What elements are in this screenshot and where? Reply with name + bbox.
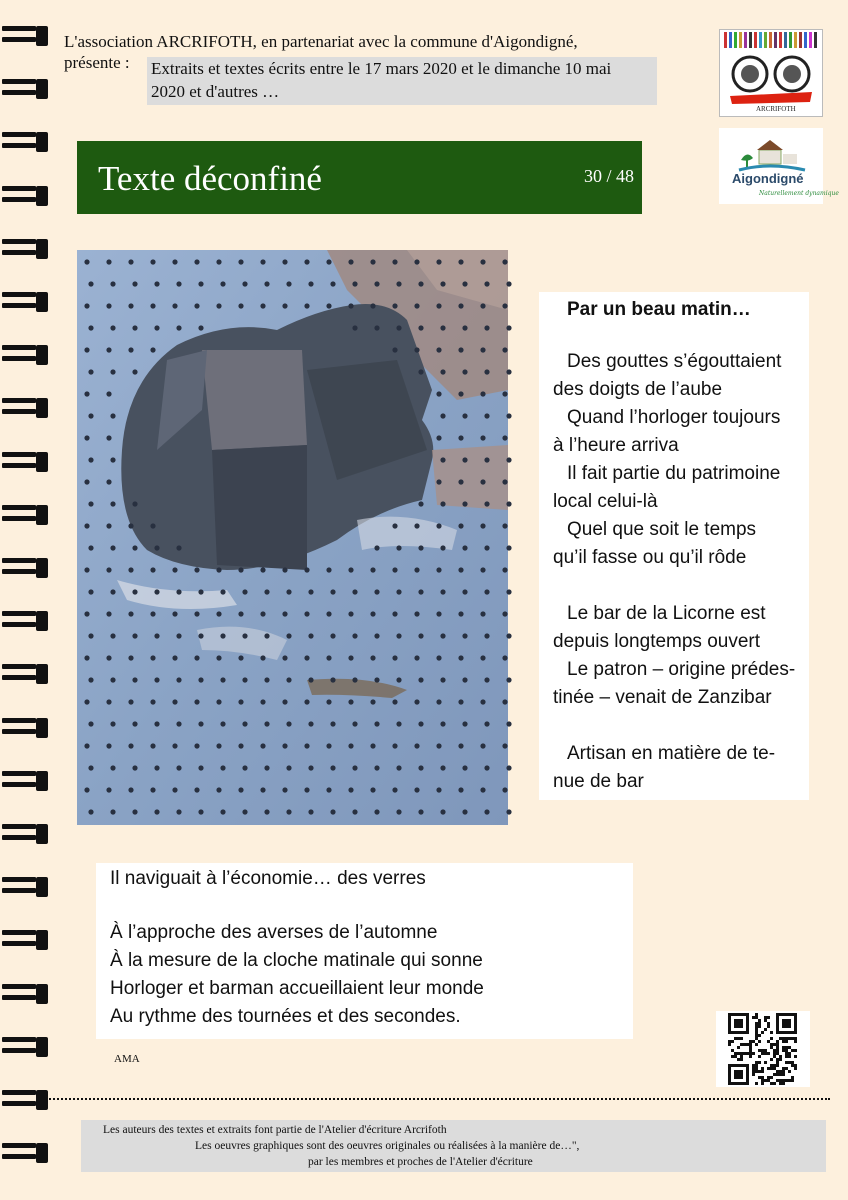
subtitle-line: Extraits et textes écrits entre le 17 mars 2020 et le dimanche 10 mai bbox=[151, 59, 612, 78]
poem-line: des doigts de l’aube bbox=[553, 379, 723, 400]
footer-divider bbox=[46, 1098, 830, 1100]
author-signature: AMA bbox=[114, 1053, 140, 1065]
poem-line: Quand l’horloger toujours bbox=[567, 407, 781, 428]
spiral-binding bbox=[0, 0, 60, 1200]
poem-box bbox=[539, 292, 809, 800]
poem-title: Par un beau matin… bbox=[567, 299, 751, 320]
poem-continuation-box bbox=[96, 863, 633, 1039]
poem-line: depuis longtemps ouvert bbox=[553, 631, 761, 652]
binding-ring bbox=[2, 452, 50, 472]
poem-line: Il naviguait à l’économie… des verres bbox=[110, 868, 426, 889]
binding-ring bbox=[2, 1143, 50, 1163]
binding-ring bbox=[2, 26, 50, 46]
poem-line: Horloger et barman accueillaient leur monde bbox=[110, 978, 484, 999]
binding-ring bbox=[2, 398, 50, 418]
poem-line: À l’approche des averses de l’automne bbox=[110, 922, 438, 943]
poem-line: local celui-là bbox=[553, 491, 658, 512]
binding-ring bbox=[2, 79, 50, 99]
binding-ring bbox=[2, 664, 50, 684]
footer-line: par les membres et proches de l'Atelier d'écriture bbox=[308, 1156, 533, 1168]
poem-line: Au rythme des tournées et des secondes. bbox=[110, 1006, 461, 1027]
footer-line: Les oeuvres graphiques sont des oeuvres originales ou réalisées à la manière de…", bbox=[195, 1140, 580, 1152]
intro-presents: présente : bbox=[64, 53, 130, 72]
title-bar bbox=[77, 141, 642, 214]
poem-line: qu’il fasse ou qu’il rôde bbox=[553, 547, 747, 568]
aigondigne-logo-text: Aigondigné bbox=[732, 171, 804, 186]
aigondigne-tagline: Naturellement dynamique bbox=[759, 190, 839, 197]
poem-line: Le bar de la Licorne est bbox=[567, 603, 766, 624]
binding-ring bbox=[2, 984, 50, 1004]
binding-ring bbox=[2, 1090, 50, 1110]
poem-line: Il fait partie du patrimoine bbox=[567, 463, 781, 484]
subtitle-box bbox=[147, 57, 657, 105]
qr-code-icon bbox=[716, 1011, 810, 1087]
subtitle-line: 2020 et d'autres … bbox=[151, 82, 280, 101]
binding-ring bbox=[2, 611, 50, 631]
arcrifoth-logo-text: ARCRIFOTH bbox=[756, 105, 796, 113]
binding-ring bbox=[2, 824, 50, 844]
perforated-board-photo bbox=[77, 250, 508, 825]
binding-ring bbox=[2, 186, 50, 206]
binding-ring bbox=[2, 771, 50, 791]
binding-ring bbox=[2, 239, 50, 259]
poem-line: tinée – venait de Zanzibar bbox=[553, 687, 772, 708]
poem-line: À la mesure de la cloche matinale qui sonne bbox=[110, 950, 483, 971]
binding-ring bbox=[2, 1037, 50, 1057]
poem-line: Le patron – origine prédes- bbox=[567, 659, 796, 680]
page-number: 30 / 48 bbox=[583, 166, 634, 186]
intro-line: L'association ARCRIFOTH, en partenariat avec la commune d'Aigondigné, bbox=[64, 32, 578, 51]
page-title: Texte déconfiné bbox=[98, 159, 322, 198]
poem-line: Des gouttes s’égouttaient bbox=[567, 351, 782, 372]
binding-ring bbox=[2, 292, 50, 312]
binding-ring bbox=[2, 718, 50, 738]
poem-line: Artisan en matière de te- bbox=[567, 743, 776, 764]
poem-line: Quel que soit le temps bbox=[567, 519, 757, 540]
footer-box bbox=[81, 1120, 826, 1172]
binding-ring bbox=[2, 930, 50, 950]
binding-ring bbox=[2, 132, 50, 152]
poem-line: nue de bar bbox=[553, 771, 644, 792]
binding-ring bbox=[2, 558, 50, 578]
arcrifoth-logo bbox=[719, 29, 823, 117]
aigondigne-logo bbox=[719, 128, 839, 204]
footer-line: Les auteurs des textes et extraits font partie de l'Atelier d'écriture Arcrifoth bbox=[103, 1124, 447, 1136]
binding-ring bbox=[2, 345, 50, 365]
poem-line: à l’heure arriva bbox=[553, 435, 679, 456]
binding-ring bbox=[2, 505, 50, 525]
binding-ring bbox=[2, 877, 50, 897]
